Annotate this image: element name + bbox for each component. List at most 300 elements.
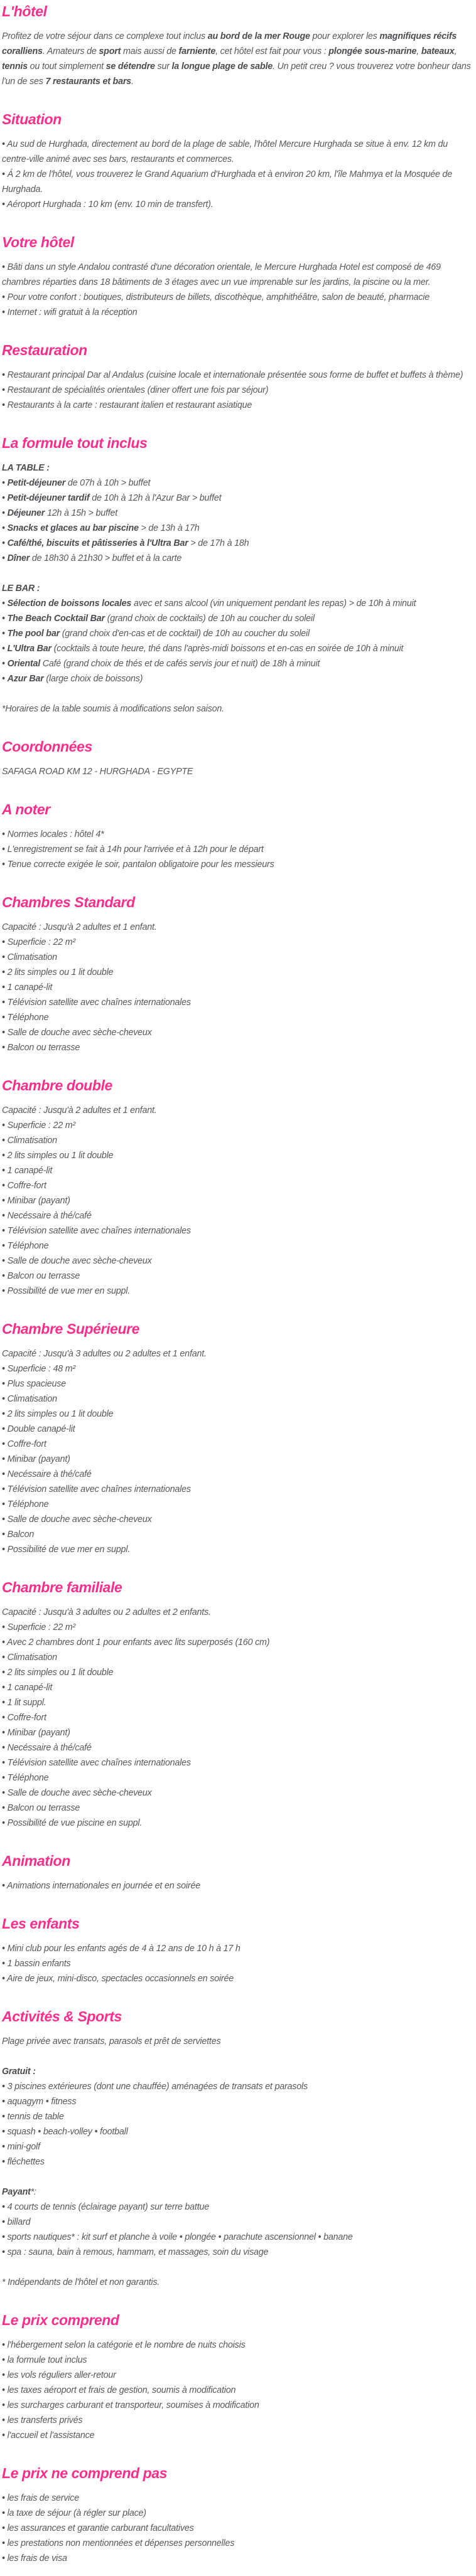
bullet-item — [2, 1407, 472, 1422]
bullet-icon: • — [2, 629, 8, 639]
bold-text-run: Sélection de boissons locales — [7, 599, 132, 609]
text-run: Coffre-fort — [7, 1181, 46, 1191]
sub-heading — [2, 2064, 472, 2079]
bold-text-run: Déjeuner — [7, 508, 45, 518]
text-run: (grand choix d'en-cas et de cocktail) de 10h au coucher du soleil — [59, 629, 310, 639]
bullet-icon: • — [2, 1256, 8, 1266]
section-heading: Le prix ne comprend pas — [2, 2465, 168, 2481]
text-run: Salle de douche avec sèche-cheveux — [7, 1256, 152, 1266]
text-run: tennis de table — [7, 2112, 64, 2122]
bullet-icon: • — [2, 1499, 8, 1509]
bullet-item — [2, 1178, 472, 1193]
bullet-icon: • — [2, 967, 8, 977]
bullet-icon: • — [2, 1409, 8, 1419]
bullet-icon: • — [2, 478, 8, 488]
text-run: Mini club pour les enfants agés de 4 à 12 ans de 10 h à 17 h — [7, 1944, 241, 1954]
text-run: Télévision satellite avec chaînes internationales — [7, 1758, 191, 1768]
text-run: Climatisation — [7, 1394, 57, 1404]
bullet-item — [2, 2368, 472, 2383]
bullet-item — [2, 1956, 472, 1971]
bullet-item — [2, 2094, 472, 2109]
bullet-item — [2, 2413, 472, 2428]
text-run: Aire de jeux, mini-disco, spectacles occasionnels en soirée — [7, 1974, 234, 1984]
section-heading: Votre hôtel — [2, 234, 74, 250]
bold-text-run: Azur Bar — [7, 674, 44, 684]
bold-text-run: Snacks et glaces au bar piscine — [7, 523, 139, 533]
bullet-item — [2, 995, 472, 1010]
text-run: , — [416, 46, 421, 56]
bullet-item — [2, 1437, 472, 1452]
bullet-icon: • — [2, 674, 8, 684]
bullet-item — [2, 596, 472, 611]
bullet-icon: • — [2, 1698, 8, 1708]
bullet-icon: • — [2, 2232, 8, 2242]
text-run: billard — [7, 2217, 31, 2227]
text-run: Á 2 km de l'hôtel, vous trouverez le Grand Aquarium d'Hurghada et à environ 20 km, l'île Mahmya et la Mosquée de Hurghada. — [2, 169, 453, 194]
bullet-item — [2, 383, 472, 398]
bullet-icon: • — [2, 139, 8, 149]
text-run: Pour votre confort : boutiques, distributeurs de billets, discothèque, amphithéâtre, salon de beauté, pharmacie — [7, 292, 430, 302]
bullet-icon: • — [2, 307, 8, 317]
bullet-item — [2, 950, 472, 965]
text-run: Possibilité de vue mer en suppl. — [7, 1286, 131, 1296]
footnote — [2, 701, 472, 716]
bullet-item — [2, 1148, 472, 1163]
bullet-item — [2, 137, 472, 167]
bullet-icon: • — [2, 2508, 8, 2518]
bullet-item — [2, 1542, 472, 1557]
bullet-item — [2, 980, 472, 995]
bullet-item — [2, 1361, 472, 1376]
text-run: Possibilité de vue piscine en suppl. — [7, 1818, 143, 1828]
bold-text-run: tennis — [2, 61, 28, 72]
bold-text-run: The Beach Cocktail Bar — [7, 614, 105, 624]
bullet-icon: • — [2, 1637, 8, 1647]
bullet-item — [2, 1284, 472, 1299]
text-run: Double canapé-lit — [7, 1424, 75, 1434]
bullet-icon: • — [2, 1622, 8, 1632]
bullet-icon: • — [2, 1379, 8, 1389]
text-run: Café (grand choix de thés et de cafés servis jour et nuit) de 18h à minuit — [40, 659, 320, 669]
bold-text-run: Gratuit : — [2, 2067, 36, 2077]
text-run: Minibar (payant) — [7, 1728, 70, 1738]
text-run: de 18h30 à 21h30 > buffet et à la carte — [30, 553, 182, 563]
text-run: 1 canapé-lit — [7, 1166, 53, 1176]
bullet-item — [2, 2383, 472, 2398]
bullet-icon: • — [2, 2127, 8, 2137]
text-run: les taxes aéroport et frais de gestion, soumis à modification — [7, 2385, 236, 2395]
bullet-item — [2, 2506, 472, 2521]
bullet-item — [2, 1253, 472, 1269]
bullet-icon: • — [2, 1530, 8, 1540]
paragraph — [2, 1346, 472, 1361]
text-run: les vols réguliers aller-retour — [7, 2370, 116, 2380]
text-run: Normes locales : hôtel 4* — [7, 829, 104, 839]
text-run: . — [131, 77, 134, 87]
bullet-icon: • — [2, 1944, 8, 1954]
bullet-item — [2, 2536, 472, 2551]
text-run: mini-golf — [7, 2142, 40, 2152]
text-run: Balcon — [7, 1530, 35, 1540]
bullet-icon: • — [2, 2415, 8, 2425]
text-run: Capacité : Jusqu'à 3 adultes ou 2 adultes et 2 enfants. — [2, 1607, 211, 1617]
bullet-icon: • — [2, 937, 8, 947]
bullet-item — [2, 491, 472, 506]
text-run: 3 piscines extérieures (dont une chauffée) aménagées de transats et parasols — [7, 2082, 308, 2092]
bullet-icon: • — [2, 262, 8, 272]
text-run: sur — [154, 61, 172, 72]
bullet-item — [2, 1680, 472, 1695]
bullet-item — [2, 1133, 472, 1148]
text-run: l'accueil et l'assistance — [7, 2430, 95, 2440]
bullet-item — [2, 1376, 472, 1392]
text-run: squash • beach-volley • football — [7, 2127, 128, 2137]
bullet-item — [2, 842, 472, 857]
bullet-item — [2, 935, 472, 950]
text-run: Bâti dans un style Andalou contrasté d'une décoration orientale, le Mercure Hurghada Hotel est composé de 469 chambres réparties dans 18 bâtiments de 3 étages avec un vue imprenable sur les jardins, la piscine ou la mer. — [2, 262, 441, 287]
bold-text-run: se détendre — [105, 61, 155, 72]
bullet-icon: • — [2, 2082, 8, 2092]
bullet-item — [2, 1512, 472, 1527]
text-run: Animations internationales en journée et en soirée — [7, 1881, 200, 1891]
text-run: (grand choix de cocktails) de 10h au coucher du soleil — [104, 614, 315, 624]
bullet-icon: • — [2, 1959, 8, 1969]
bullet-item — [2, 641, 472, 656]
text-run: Salle de douche avec sèche-cheveux — [7, 1514, 152, 1525]
text-run: Climatisation — [7, 952, 57, 962]
bullet-icon: • — [2, 1469, 8, 1479]
bullet-item — [2, 1878, 472, 1893]
bullet-item — [2, 1269, 472, 1284]
text-run: Aéroport Hurghada : 10 km (env. 10 min de transfert). — [7, 200, 214, 210]
bold-text-run: Café/thé, biscuits et pâtisseries à l'Ultra Bar — [7, 538, 188, 548]
bullet-item — [2, 305, 472, 320]
bullet-item — [2, 1816, 472, 1831]
bullet-item — [2, 626, 472, 641]
bullet-icon: • — [2, 1120, 8, 1131]
bullet-item — [2, 1740, 472, 1755]
bullet-item — [2, 506, 472, 521]
text-run: Capacité : Jusqu'à 3 adultes ou 2 adultes et 1 enfant. — [2, 1349, 207, 1359]
bullet-icon: • — [2, 1226, 8, 1236]
text-run: Balcon ou terrasse — [7, 1271, 80, 1281]
text-run: 1 canapé-lit — [7, 1683, 53, 1693]
bullet-item — [2, 2398, 472, 2413]
section-heading: La formule tout inclus — [2, 435, 148, 451]
bullet-icon: • — [2, 1743, 8, 1753]
bullet-item — [2, 1801, 472, 1816]
bullet-item — [2, 611, 472, 626]
text-run: Télévision satellite avec chaînes internationales — [7, 998, 191, 1008]
bullet-icon: • — [2, 2355, 8, 2365]
bullet-icon: • — [2, 1166, 8, 1176]
bullet-icon: • — [2, 1514, 8, 1525]
bullet-icon: • — [2, 1286, 8, 1296]
bullet-item — [2, 2230, 472, 2245]
text-run: Tenue correcte exigée le soir, pantalon obligatoire pour les messieurs — [7, 860, 274, 870]
bullet-icon: • — [2, 508, 8, 518]
bullet-icon: • — [2, 2385, 8, 2395]
text-run: Coffre-fort — [7, 1713, 46, 1723]
text-run: Coffre-fort — [7, 1439, 46, 1449]
text-run: les surcharges carburant et transporteur, soumises à modification — [7, 2400, 259, 2410]
bullet-icon: • — [2, 1758, 8, 1768]
text-run: 1 canapé-lit — [7, 982, 53, 993]
text-run: Plus spacieuse — [7, 1379, 66, 1389]
text-run: *: — [30, 2187, 36, 2197]
bullet-item — [2, 1770, 472, 1786]
text-run: Téléphone — [7, 1773, 49, 1783]
bullet-item — [2, 2491, 472, 2506]
bullet-icon: • — [2, 493, 8, 503]
text-run: Salle de douche avec sèche-cheveux — [7, 1788, 152, 1798]
section-heading: A noter — [2, 801, 50, 817]
text-run: les transferts privés — [7, 2415, 83, 2425]
bullet-item — [2, 2124, 472, 2139]
text-run: Avec 2 chambres dont 1 pour enfants avec lits superposés (160 cm) — [7, 1637, 270, 1647]
bullet-icon: • — [2, 385, 8, 395]
text-run: de 07h à 10h > buffet — [65, 478, 151, 488]
text-run: 12h à 15h > buffet — [45, 508, 118, 518]
text-run: les frais de visa — [7, 2553, 67, 2563]
bullet-icon: • — [2, 844, 8, 854]
bullet-item — [2, 1710, 472, 1725]
bullet-item — [2, 2428, 472, 2443]
text-run: les frais de service — [7, 2493, 79, 2503]
bullet-icon: • — [2, 1773, 8, 1783]
text-run: avec et sans alcool (vin uniquement pendant les repas) > de 10h à minuit — [131, 599, 416, 609]
bullet-item — [2, 1725, 472, 1740]
text-run: . Un petit creu ? vous trouverez votre bonheur dans l'un de ses — [2, 61, 471, 87]
bullet-item — [2, 1482, 472, 1497]
bullet-item — [2, 1971, 472, 1986]
bold-text-run: la longue plage de sable — [171, 61, 273, 72]
text-run: Balcon ou terrasse — [7, 1043, 80, 1053]
bullet-item — [2, 965, 472, 980]
bullet-item — [2, 2139, 472, 2154]
bullet-icon: • — [2, 2370, 8, 2380]
bold-text-run: The pool bar — [7, 629, 60, 639]
text-run: aquagym • fitness — [7, 2097, 77, 2107]
text-run: Télévision satellite avec chaînes internationales — [7, 1484, 191, 1494]
bold-text-run: sport — [99, 46, 121, 56]
bullet-icon: • — [2, 169, 8, 179]
bullet-icon: • — [2, 292, 8, 302]
bullet-item — [2, 1010, 472, 1025]
bullet-icon: • — [2, 553, 8, 563]
text-run: pour explorer les — [310, 31, 380, 41]
bullet-item — [2, 1422, 472, 1437]
bullet-icon: • — [2, 1136, 8, 1146]
text-run: Superficie : 22 m² — [7, 1622, 76, 1632]
bullet-icon: • — [2, 1013, 8, 1023]
bold-text-run: Dîner — [7, 553, 30, 563]
footnote — [2, 2275, 472, 2290]
bullet-icon: • — [2, 1043, 8, 1053]
bullet-item — [2, 1392, 472, 1407]
sub-heading — [2, 2185, 472, 2200]
sub-heading — [2, 460, 472, 476]
section-heading: Animation — [2, 1853, 70, 1869]
section-heading: Chambres Standard — [2, 894, 135, 910]
bullet-icon: • — [2, 1241, 8, 1251]
text-run: Necéssaire à thé/café — [7, 1469, 92, 1479]
text-run: SAFAGA ROAD KM 12 - HURGHADA - EGYPTE — [2, 767, 193, 777]
bullet-icon: • — [2, 998, 8, 1008]
bullet-item — [2, 2215, 472, 2230]
text-run: de 10h à 12h à l'Azur Bar > buffet — [89, 493, 222, 503]
bullet-item — [2, 2109, 472, 2124]
text-run: la formule tout inclus — [7, 2355, 87, 2365]
text-run: Salle de douche avec sèche-cheveux — [7, 1028, 152, 1038]
bullet-item — [2, 167, 472, 197]
bold-text-run: 7 restaurants et bars — [45, 77, 131, 87]
bullet-item — [2, 2521, 472, 2536]
bullet-icon: • — [2, 1151, 8, 1161]
text-run: 1 lit suppl. — [7, 1698, 46, 1708]
text-run: Superficie : 48 m² — [7, 1364, 76, 1374]
section-heading: Coordonnées — [2, 738, 92, 755]
bullet-item — [2, 1163, 472, 1178]
bullet-icon: • — [2, 523, 8, 533]
text-run: Climatisation — [7, 1653, 57, 1663]
bullet-item — [2, 1620, 472, 1635]
bullet-icon: • — [2, 1818, 8, 1828]
text-run: Superficie : 22 m² — [7, 937, 76, 947]
bullet-icon: • — [2, 1181, 8, 1191]
bullet-item — [2, 1467, 472, 1482]
bold-text-run: Oriental — [7, 659, 41, 669]
paragraph — [2, 29, 472, 89]
text-run: 1 bassin enfants — [7, 1959, 71, 1969]
bullet-item — [2, 1755, 472, 1770]
text-run: > de 13h à 17h — [138, 523, 200, 533]
bullet-icon: • — [2, 1028, 8, 1038]
bullet-item — [2, 1786, 472, 1801]
text-run: l'hébergement selon la catégorie et le nombre de nuits choisis — [7, 2340, 246, 2350]
text-run: Plage privée avec transats, parasols et prêt de serviettes — [2, 2036, 221, 2046]
bullet-item — [2, 1695, 472, 1710]
bullet-item — [2, 1941, 472, 1956]
bullet-item — [2, 2245, 472, 2260]
bullet-item — [2, 2551, 472, 2566]
bullet-icon: • — [2, 2112, 8, 2122]
bold-text-run: L'Ultra Bar — [7, 644, 51, 654]
bullet-item — [2, 476, 472, 491]
text-run: Capacité : Jusqu'à 2 adultes et 1 enfant. — [2, 922, 157, 932]
bullet-item — [2, 2079, 472, 2094]
text-run: Balcon ou terrasse — [7, 1803, 80, 1813]
text-run: Necéssaire à thé/café — [7, 1743, 92, 1753]
bullet-item — [2, 1527, 472, 1542]
bold-text-run: LE BAR : — [2, 583, 40, 593]
text-run: les prestations non mentionnées et dépenses personnelles — [7, 2538, 235, 2548]
bold-text-run: Payant — [2, 2187, 31, 2197]
section-heading: Les enfants — [2, 1915, 80, 1932]
text-run: Capacité : Jusqu'à 2 adultes et 1 enfant. — [2, 1105, 157, 1115]
bullet-item — [2, 2353, 472, 2368]
bold-text-run: au bord de la mer Rouge — [207, 31, 310, 41]
bold-text-run: bateaux — [421, 46, 455, 56]
bullet-icon: • — [2, 1728, 8, 1738]
bullet-icon: • — [2, 1439, 8, 1449]
bullet-item — [2, 656, 472, 671]
text-run: sports nautiques* : kit surf et planche à voile • plongée • parachute ascensionnel • banane — [7, 2232, 353, 2242]
paragraph — [2, 2034, 472, 2049]
bullet-icon: • — [2, 1803, 8, 1813]
section-heading: Activités & Sports — [2, 2008, 122, 2025]
bullet-item — [2, 1118, 472, 1133]
section-heading: L'hôtel — [2, 3, 47, 19]
bullet-item — [2, 1650, 472, 1665]
bullet-icon: • — [2, 1713, 8, 1723]
bullet-icon: • — [2, 1211, 8, 1221]
paragraph — [2, 1103, 472, 1118]
bullet-item — [2, 857, 472, 872]
bullet-icon: • — [2, 370, 8, 380]
text-run: Au sud de Hurghada, directement au bord de la plage de sable, l'hôtel Mercure Hurghada se situe à env. 12 km du centre-ville animé avec ses bars, restaurants et commerces. — [2, 139, 448, 164]
text-run: Télévision satellite avec chaînes internationales — [7, 1226, 191, 1236]
bullet-icon: • — [2, 614, 8, 624]
text-run: (large choix de boissons) — [43, 674, 143, 684]
bold-text-run: magnifiques récifs coralliens — [2, 31, 457, 56]
text-run: Téléphone — [7, 1499, 49, 1509]
bullet-icon: • — [2, 1484, 8, 1494]
paragraph — [2, 920, 472, 935]
text-run: les assurances et garantie carburant facultatives — [7, 2523, 194, 2533]
bullet-icon: • — [2, 2493, 8, 2503]
text-run: Internet : wifi gratuit à la réception — [7, 307, 138, 317]
text-run: , cet hôtel est fait pour vous : — [215, 46, 329, 56]
bullet-icon: • — [2, 2247, 8, 2257]
bullet-icon: • — [2, 1974, 8, 1984]
bullet-icon: • — [2, 2430, 8, 2440]
bold-text-run: farniente — [178, 46, 216, 56]
bullet-icon: • — [2, 860, 8, 870]
bullet-item — [2, 1497, 472, 1512]
bullet-item — [2, 290, 472, 305]
bullet-icon: • — [2, 400, 8, 410]
bullet-item — [2, 197, 472, 212]
text-run: la taxe de séjour (à régler sur place) — [7, 2508, 146, 2518]
text-run: Minibar (payant) — [7, 1454, 70, 1464]
text-run: Profitez de votre séjour dans ce complexe tout inclus — [2, 31, 208, 41]
bullet-item — [2, 398, 472, 413]
bullet-icon: • — [2, 2142, 8, 2152]
bullet-icon: • — [2, 599, 8, 609]
bullet-icon: • — [2, 2097, 8, 2107]
bullet-icon: • — [2, 1668, 8, 1678]
bullet-item — [2, 260, 472, 290]
bullet-item — [2, 1040, 472, 1055]
bullet-icon: • — [2, 1454, 8, 1464]
bullet-icon: • — [2, 2553, 8, 2563]
bullet-icon: • — [2, 2340, 8, 2350]
text-run: > de 17h à 18h — [188, 538, 249, 548]
bullet-icon: • — [2, 2538, 8, 2548]
bullet-item — [2, 1635, 472, 1650]
bold-text-run: plongée sous-marine — [328, 46, 417, 56]
bullet-icon: • — [2, 2400, 8, 2410]
text-run: Restaurant principal Dar al Andalus (cuisine locale et internationale présentée sous forme de buffet et buffets à thème) — [7, 370, 463, 380]
text-run: 2 lits simples ou 1 lit double — [7, 1668, 114, 1678]
bullet-icon: • — [2, 829, 8, 839]
text-run: Necéssaire à thé/café — [7, 1211, 92, 1221]
bold-text-run: Petit-déjeuner — [7, 478, 66, 488]
bullet-item — [2, 827, 472, 842]
bullet-icon: • — [2, 200, 8, 210]
text-run: * Indépendants de l'hôtel et non garantis. — [2, 2277, 160, 2287]
